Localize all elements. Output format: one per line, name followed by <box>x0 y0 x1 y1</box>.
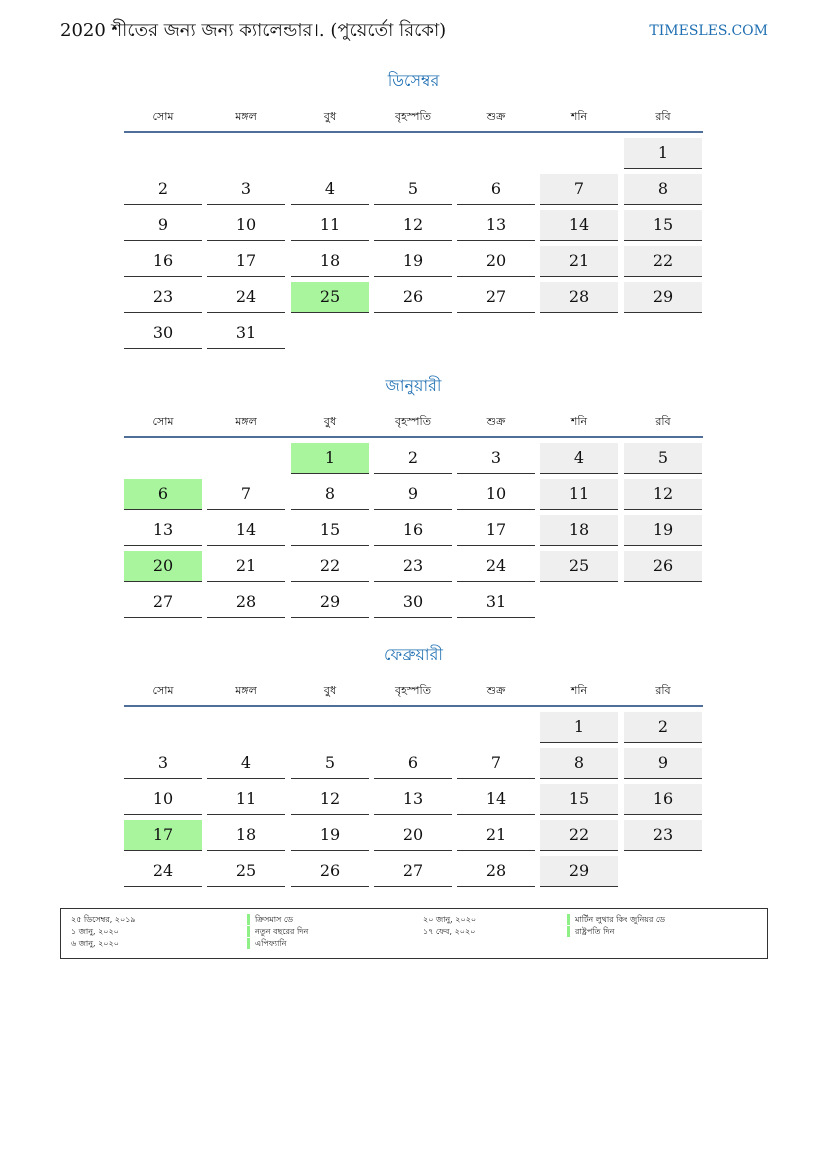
day-cell: 16 <box>124 246 202 277</box>
day-cell: 4 <box>540 443 618 474</box>
holiday-legend <box>60 908 768 959</box>
day-cell: 27 <box>457 282 535 313</box>
weekday-label: শুক্র <box>486 415 506 428</box>
day-cell: 11 <box>540 479 618 510</box>
day-cell: 7 <box>540 174 618 205</box>
day-cell: 8 <box>540 748 618 779</box>
day-cell: 9 <box>124 210 202 241</box>
day-cell: 3 <box>207 174 285 205</box>
day-cell: 23 <box>374 551 452 582</box>
weekday-label: মঙ্গল <box>235 110 257 123</box>
weekday-label: রবি <box>655 684 671 697</box>
day-cell: 23 <box>624 820 702 851</box>
day-cell: 12 <box>374 210 452 241</box>
day-cell: 6 <box>124 479 202 510</box>
day-cell: 11 <box>291 210 369 241</box>
day-cell: 6 <box>457 174 535 205</box>
day-cell: 13 <box>457 210 535 241</box>
day-cell: 21 <box>457 820 535 851</box>
day-cell: 24 <box>207 282 285 313</box>
site-brand-link[interactable]: TIMESLES.COM <box>649 23 768 39</box>
weekday-label: রবি <box>655 110 671 123</box>
day-cell: 2 <box>374 443 452 474</box>
holiday-name: মার্টিন লুথার কিং জুনিয়র ডে <box>567 914 665 925</box>
day-cell: 21 <box>540 246 618 277</box>
holiday-date: ১৭ ফেব, ২০২০ <box>423 927 476 936</box>
weekday-label: সোম <box>152 110 174 123</box>
holiday-date: ২০ জানু, ২০২০ <box>423 915 477 924</box>
weekday-label: বৃহস্পতি <box>395 684 431 697</box>
day-cell: 22 <box>291 551 369 582</box>
holiday-date: ১ জানু, ২০২০ <box>71 927 119 936</box>
day-cell: 6 <box>374 748 452 779</box>
day-cell: 10 <box>124 784 202 815</box>
day-cell: 15 <box>624 210 702 241</box>
day-cell: 1 <box>540 712 618 743</box>
weekday-label: বৃহস্পতি <box>395 110 431 123</box>
weekday-label: বুধ <box>323 110 337 123</box>
day-cell: 18 <box>540 515 618 546</box>
day-cell: 31 <box>207 318 285 349</box>
day-cell: 8 <box>624 174 702 205</box>
day-cell: 19 <box>374 246 452 277</box>
weekday-label: সোম <box>152 684 174 697</box>
month-title: ডিসেম্বর <box>387 71 440 90</box>
day-cell: 15 <box>540 784 618 815</box>
day-cell: 20 <box>457 246 535 277</box>
day-cell: 13 <box>374 784 452 815</box>
day-cell: 26 <box>374 282 452 313</box>
day-cell: 5 <box>374 174 452 205</box>
holiday-name: রাষ্ট্রপতি দিন <box>567 926 614 937</box>
day-cell: 25 <box>207 856 285 887</box>
weekday-label: শুক্র <box>486 110 506 123</box>
header-divider <box>124 436 703 438</box>
day-cell: 11 <box>207 784 285 815</box>
day-cell: 27 <box>124 587 202 618</box>
day-cell: 18 <box>207 820 285 851</box>
day-cell: 3 <box>457 443 535 474</box>
day-cell: 20 <box>374 820 452 851</box>
day-cell: 17 <box>207 246 285 277</box>
weekday-label: শনি <box>570 110 588 123</box>
day-cell: 19 <box>624 515 702 546</box>
page-header <box>60 18 768 48</box>
day-cell: 8 <box>291 479 369 510</box>
month-title: জানুয়ারী <box>385 376 442 395</box>
day-cell: 14 <box>207 515 285 546</box>
day-cell: 2 <box>124 174 202 205</box>
day-cell: 9 <box>374 479 452 510</box>
weekday-label: শুক্র <box>486 684 506 697</box>
weekday-header <box>124 682 703 702</box>
day-cell: 22 <box>540 820 618 851</box>
day-cell: 16 <box>374 515 452 546</box>
holiday-name: এপিফ্যানি <box>247 938 286 949</box>
day-cell: 17 <box>457 515 535 546</box>
day-cell: 28 <box>457 856 535 887</box>
header-divider <box>124 131 703 133</box>
weekday-label: বুধ <box>323 684 337 697</box>
weekday-label: মঙ্গল <box>235 684 257 697</box>
day-cell: 28 <box>207 587 285 618</box>
page-title: 2020 শীতের জন্য জন্য ক্যালেন্ডার।. (পুয়ের্তো রিকো) <box>60 20 447 41</box>
day-cell: 25 <box>291 282 369 313</box>
day-cell: 1 <box>624 138 702 169</box>
day-cell: 24 <box>124 856 202 887</box>
day-cell: 10 <box>457 479 535 510</box>
weekday-label: শনি <box>570 684 588 697</box>
day-cell: 4 <box>291 174 369 205</box>
weekday-header <box>124 108 703 128</box>
day-cell: 30 <box>124 318 202 349</box>
weekday-header <box>124 413 703 433</box>
day-cell: 9 <box>624 748 702 779</box>
day-cell: 17 <box>124 820 202 851</box>
day-cell: 30 <box>374 587 452 618</box>
day-cell: 24 <box>457 551 535 582</box>
holiday-name: নতুন বছরের দিন <box>247 926 308 937</box>
weekday-label: বুধ <box>323 415 337 428</box>
day-cell: 2 <box>624 712 702 743</box>
day-cell: 29 <box>291 587 369 618</box>
day-cell: 14 <box>540 210 618 241</box>
day-cell: 25 <box>540 551 618 582</box>
day-cell: 5 <box>291 748 369 779</box>
weekday-label: শনি <box>570 415 588 428</box>
weekday-label: বৃহস্পতি <box>395 415 431 428</box>
holiday-date: ২৫ ডিসেম্বর, ২০১৯ <box>71 915 136 924</box>
day-cell: 21 <box>207 551 285 582</box>
day-cell: 3 <box>124 748 202 779</box>
day-cell: 7 <box>207 479 285 510</box>
weekday-label: রবি <box>655 415 671 428</box>
day-cell: 12 <box>624 479 702 510</box>
day-cell: 22 <box>624 246 702 277</box>
day-cell: 20 <box>124 551 202 582</box>
day-cell: 18 <box>291 246 369 277</box>
day-cell: 23 <box>124 282 202 313</box>
day-cell: 4 <box>207 748 285 779</box>
day-cell: 15 <box>291 515 369 546</box>
day-cell: 31 <box>457 587 535 618</box>
day-cell: 12 <box>291 784 369 815</box>
weekday-label: মঙ্গল <box>235 415 257 428</box>
day-cell: 13 <box>124 515 202 546</box>
day-cell: 16 <box>624 784 702 815</box>
day-cell: 26 <box>291 856 369 887</box>
day-cell: 5 <box>624 443 702 474</box>
holiday-name: ক্রিসমাস ডে <box>247 914 293 925</box>
month-title: ফেব্রুয়ারী <box>384 645 443 664</box>
day-cell: 19 <box>291 820 369 851</box>
day-cell: 7 <box>457 748 535 779</box>
day-cell: 1 <box>291 443 369 474</box>
day-cell: 27 <box>374 856 452 887</box>
day-cell: 28 <box>540 282 618 313</box>
day-cell: 29 <box>624 282 702 313</box>
day-cell: 10 <box>207 210 285 241</box>
day-cell: 14 <box>457 784 535 815</box>
weekday-label: সোম <box>152 415 174 428</box>
holiday-date: ৬ জানু, ২০২০ <box>71 939 119 948</box>
day-cell: 29 <box>540 856 618 887</box>
day-cell: 26 <box>624 551 702 582</box>
header-divider <box>124 705 703 707</box>
